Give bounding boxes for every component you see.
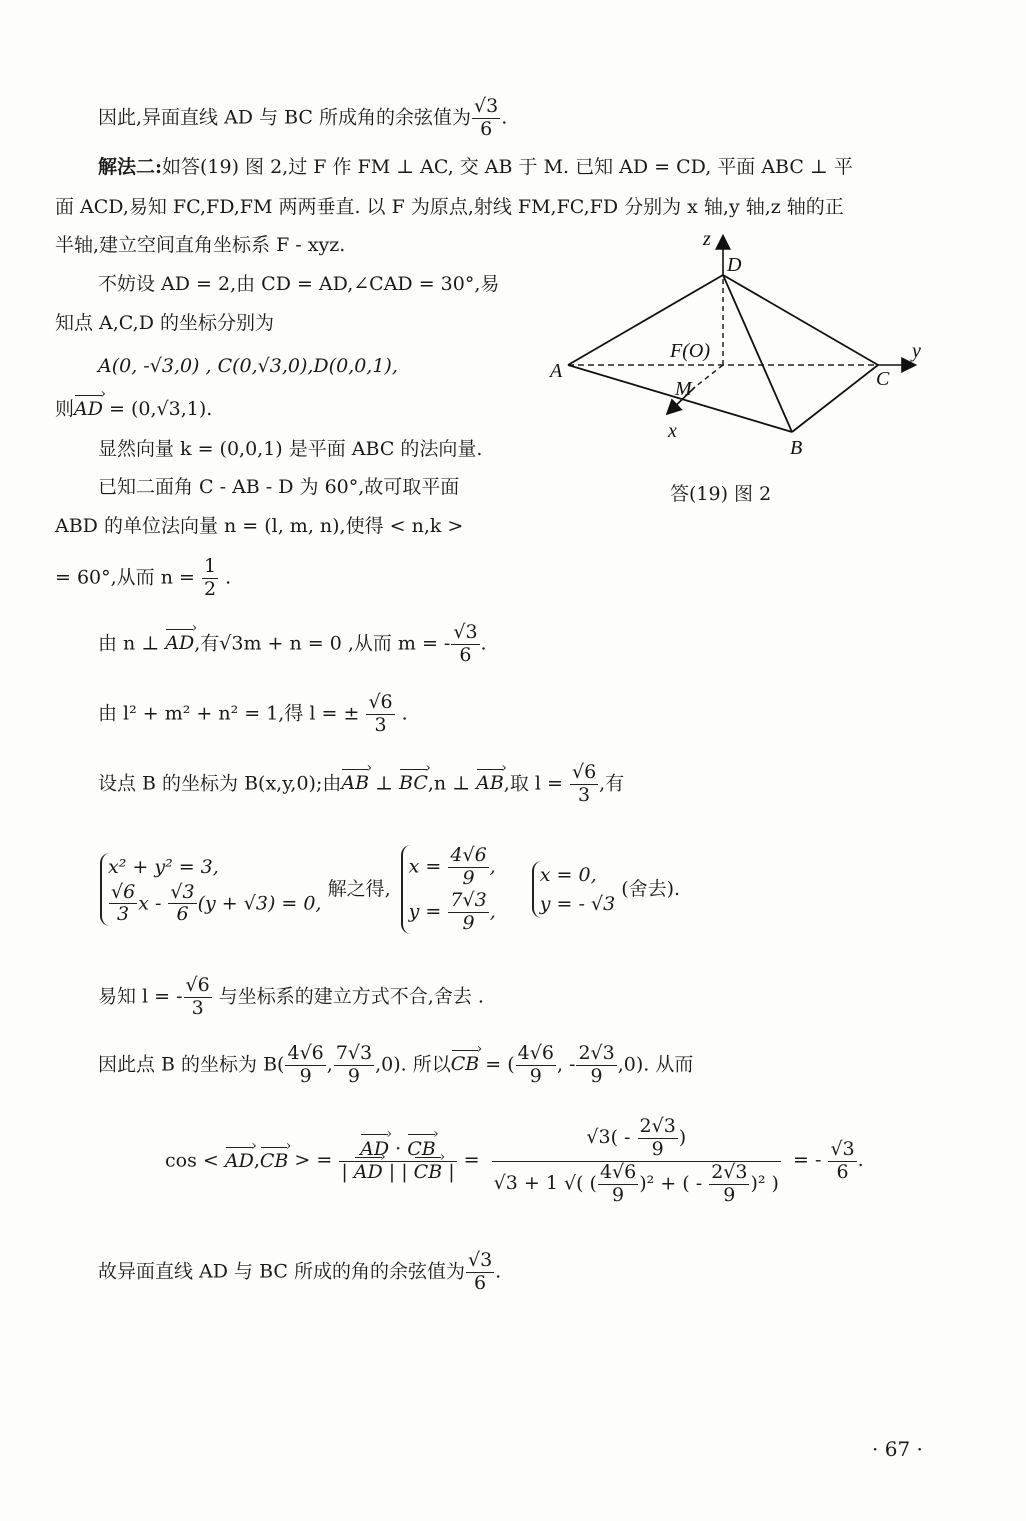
system-given: x² + y² = 3, √ $\frac{6}{3}$ x - √ $\frac{3}{6}$ (y + √3) = 0, bbox=[100, 853, 322, 926]
dihedral-line: 已知二面角 C - AB - D 为 60°,故可取平面 bbox=[98, 476, 460, 498]
equation-system: x² + y² = 3, √ $\frac{6}{3}$ x - √ $\frac{3}{6}$ (y + √3) = 0, 解之得, x = $\frac{4√ 6}{9}$ , y = $\frac{7√ 3}{9}$ , x = 0, y = - √3 (舍去). bbox=[100, 845, 680, 934]
edge-cb bbox=[792, 365, 878, 432]
edge-dc bbox=[723, 275, 878, 365]
b-coords-line: 因此点 B 的坐标为 B( $\frac{4√ 6}{9}$ , $\frac{7√ 3}{9}$ ,0). 所以CB › = ( $\frac{4√ 6}{9}$ , - $\frac{2√ 3}{9}$ ,0). 从而 bbox=[98, 1043, 693, 1088]
label-x: x bbox=[668, 420, 677, 442]
label-c: C bbox=[876, 368, 890, 390]
reject-l-line: 易知 l = - √ $\frac{6}{3}$ 与坐标系的建立方式不合,舍去 . bbox=[98, 975, 484, 1020]
fraction-sqrt3-over-6: √ $\frac{3}{6}$ bbox=[472, 96, 500, 141]
system-rejected: x = 0, y = - √3 bbox=[532, 861, 615, 918]
unit-normal-line: ABD 的单位法向量 n = (l, m, n),使得 < n,k > bbox=[55, 515, 464, 537]
system-solution: x = $\frac{4√ 6}{9}$ , y = $\frac{7√ 3}{9}$ , bbox=[401, 845, 496, 934]
label-a: A bbox=[550, 360, 563, 382]
coords-intro: 知点 A,C,D 的坐标分别为 bbox=[55, 312, 274, 334]
conclusion-1: 因此,异面直线 AD 与 BC 所成角的余弦值为 √ $\frac{3}{6}$ . bbox=[98, 96, 507, 141]
l-value-line: 由 l² + m² + n² = 1,得 l = ± √ $\frac{6}{3}$ . bbox=[98, 692, 408, 737]
assume-line: 不妨设 AD = 2,由 CD = AD,∠CAD = 30°,易 bbox=[98, 273, 500, 295]
vector-ad-line: 则AD › = (0,√3,1). bbox=[55, 400, 212, 419]
vector-ad: AD › bbox=[74, 400, 103, 419]
figure-caption: 答(19) 图 2 bbox=[670, 483, 772, 505]
label-d: D bbox=[727, 254, 742, 276]
method2-line-3: 半轴,建立空间直角坐标系 F - xyz. bbox=[55, 234, 346, 256]
m-value-line: 由 n ⊥ AD ›,有√3m + n = 0 ,从而 m = - √ $\frac{3}{6}$ . bbox=[98, 622, 487, 667]
label-f: F(O) bbox=[670, 340, 710, 362]
conclusion-2: 故异面直线 AD 与 BC 所成的角的余弦值为 √ $\frac{3}{6}$ . bbox=[98, 1250, 501, 1295]
method2-line: 解法二:如答(19) 图 2,过 F 作 FM ⊥ AC, 交 AB 于 M. 已知 AD = CD, 平面 ABC ⊥ 平 bbox=[98, 156, 853, 178]
normal-k-line: 显然向量 k = (0,0,1) 是平面 ABC 的法向量. bbox=[98, 438, 483, 460]
label-b: B bbox=[790, 437, 803, 459]
method2-line-2: 面 ACD,易知 FC,FD,FM 两两垂直. 以 F 为原点,射线 FM,FC,FD 分别为 x 轴,y 轴,z 轴的正 bbox=[55, 196, 844, 218]
label-z: z bbox=[703, 228, 711, 250]
point-b-line: 设点 B 的坐标为 B(x,y,0);由AB › ⊥ BC ›,n ⊥ AB ›,取 l = √ $\frac{6}{3}$ ,有 bbox=[98, 762, 624, 807]
page-number: · 67 · bbox=[872, 1437, 923, 1461]
figure-19-2 bbox=[540, 225, 940, 465]
edge-db bbox=[723, 275, 792, 432]
label-y: y bbox=[912, 340, 921, 362]
edge-fm-dashed bbox=[695, 365, 723, 387]
cosine-formula: cos < AD ›,CB › > = $\frac{AD › \cdot CB ›}{| AD › | | CB › |}$ = √ 3( - $\frac{2√ 3}{9}$ ) √ 3 + 1 √( ( $\frac{4√ 6}{9}$ )² + ( - $\frac{2√ 3}{9}$ )² ) = - √ $\frac{3}{6}$ . bbox=[165, 1116, 864, 1206]
coords-line: A(0, -√3,0) , C(0,√3,0),D(0,0,1), bbox=[98, 355, 398, 377]
label-m: M bbox=[675, 378, 692, 400]
n-value-line: = 60°,从而 n = $\frac{1}{2}$ . bbox=[55, 555, 232, 600]
